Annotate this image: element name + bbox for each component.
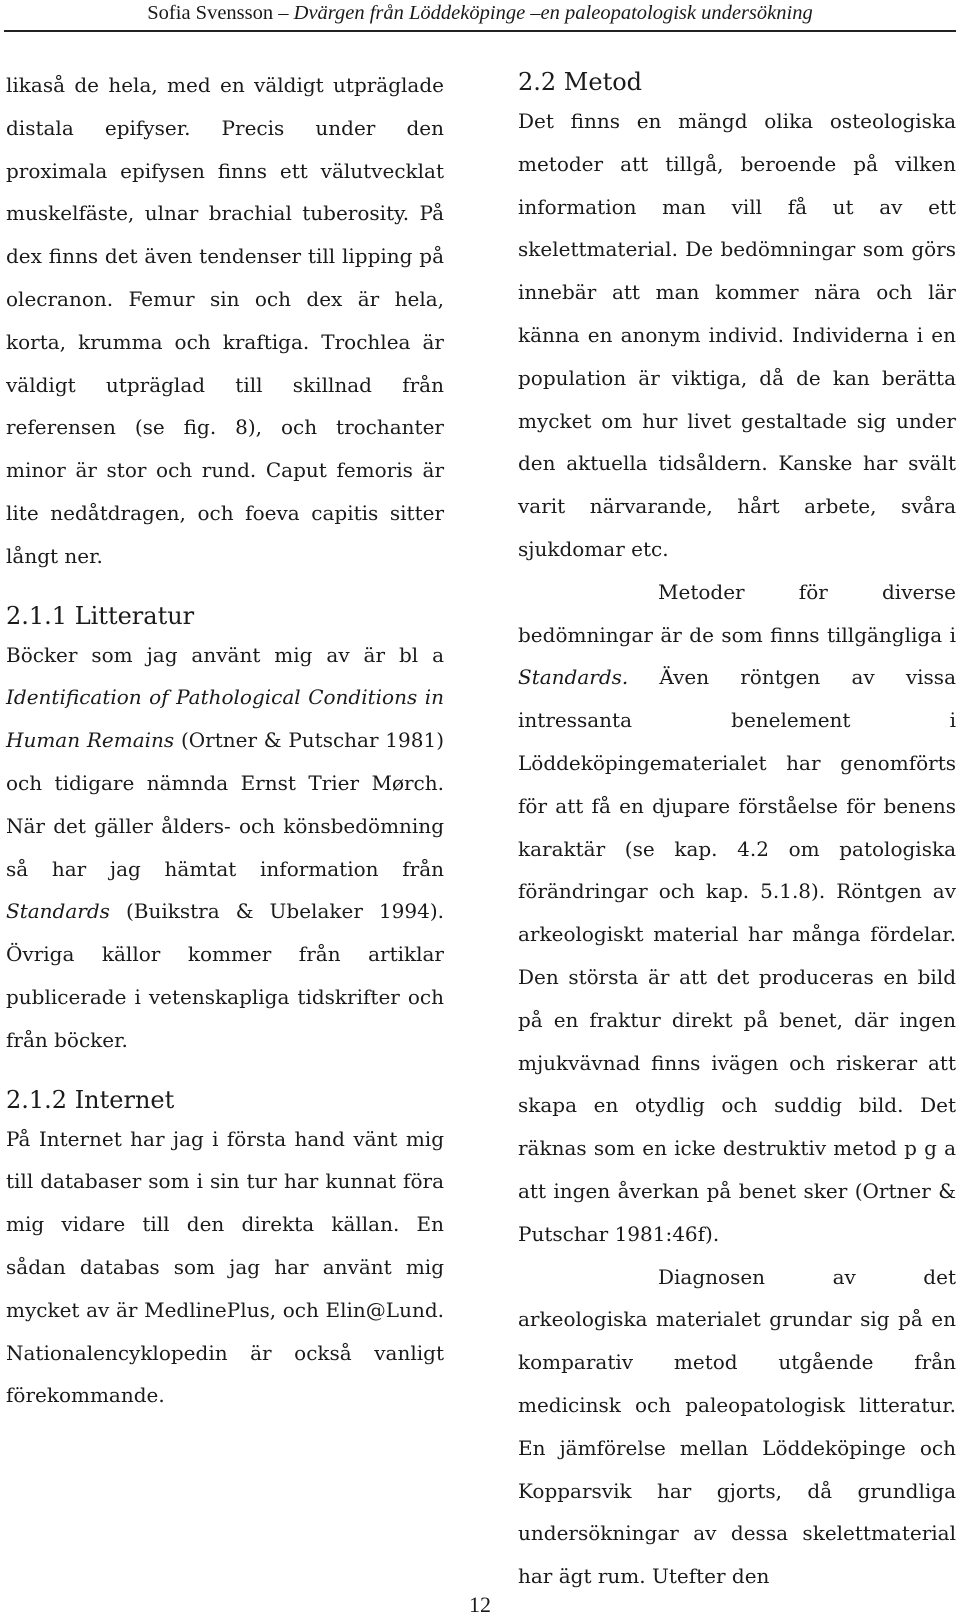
header-title: Dvärgen från Löddeköpinge –en paleopatologisk undersökning: [293, 2, 813, 24]
metod-standards: Standards.: [518, 665, 629, 690]
heading-internet: 2.1.2 Internet: [6, 1085, 175, 1114]
right-paragraph-3: Diagnosen av det arkeologiska materialet grundar sig på en komparativ metod utgående från medicinsk och paleopatologisk litteratur. En jämförelse mellan Löddeköpinge och Kopparsvik har gjorts, då grundliga undersökningar av dessa skelettmaterial har ägt rum. Utefter den: [518, 1264, 956, 1589]
right-paragraph-1: Det finns en mängd olika osteologiska metoder att tillgå, beroende på vilken information man vill få ut av ett skelettmaterial. De bedömningar som görs innebär att man kommer nära och lär känna en anonym individ. Individerna i en population är viktiga, då de kan berätta mycket om hur livet gestaltade sig under den aktuella tidsåldern. Kanske har svält varit närvarande, hårt arbete, svåra sjukdomar etc.: [518, 109, 956, 561]
header-author: Sofia Svensson –: [147, 2, 289, 24]
litteratur-text-a: Böcker som jag använt mig av är bl a: [6, 642, 444, 667]
metod-text-a: Metoder för diverse bedömningar är de som finns tillgängliga i: [518, 579, 956, 647]
header-rule: [4, 30, 956, 32]
left-paragraph-internet: På Internet har jag i första hand vänt mig till databaser som i sin tur har kunnat föra mig vidare till den direkta källan. En sådan databas som jag har använt mig mycket av är MedlinePlus, och Elin@Lund. Nationalencyklopedin är också vanligt förekommande.: [6, 1126, 444, 1408]
right-column: [518, 64, 956, 1598]
metod-text-b: Även röntgen av vissa intressanta benelement i Löddeköpingematerialet har genomförts för att få en djupare förståelse för benens karaktär (se kap. 4.2 om patologiska förändringar och kap. 5.1.8). Röntgen av arkeologiskt material har många fördelar. Den största är att det produceras en bild på en fraktur direkt på benet, där ingen mjukvävnad finns ivägen och riskerar att skapa en otydlig och suddig bild. Det räknas som en icke destruktiv metod p g a att ingen åverkan på benet sker (Ortner & Putschar 1981:46f).: [518, 665, 956, 1246]
spacer: [6, 1062, 444, 1082]
left-paragraph-1: likaså de hela, med en väldigt utpräglade distala epifyser. Precis under den proximala epifysen finns ett välutvecklat muskelfäste, ulnar brachial tuberosity. På dex finns det även tendenser till lipping på olecranon. Femur sin och dex är hela, korta, krumma och kraftiga. Trochlea är väldigt utpräglad till skillnad från referensen (se fig. 8), och trochanter minor är stor och rund. Caput femoris är lite nedåtdragen, och foeva capitis sitter långt ner.: [6, 73, 444, 568]
litteratur-text-c: (Buikstra & Ubelaker 1994). Övriga källor kommer från artiklar publicerade i vetenskapliga tidskrifter och från böcker.: [6, 899, 444, 1052]
left-column: [6, 64, 444, 1417]
litteratur-standards: Standards: [6, 899, 110, 924]
heading-litteratur: 2.1.1 Litteratur: [6, 601, 195, 630]
litteratur-book-title: Identification of Pathological Conditions in Human Remains: [6, 685, 444, 753]
page-number: 12: [469, 1592, 491, 1617]
right-paragraph-2: [518, 571, 956, 1256]
left-paragraph-litteratur: [6, 634, 444, 1062]
spacer: [6, 578, 444, 598]
heading-metod: 2.2 Metod: [518, 68, 643, 96]
litteratur-text-b: (Ortner & Putschar 1981) och tidigare nämnda Ernst Trier Mørch. När det gäller ålders- och könsbedömning så har jag hämtat information från: [6, 728, 445, 881]
